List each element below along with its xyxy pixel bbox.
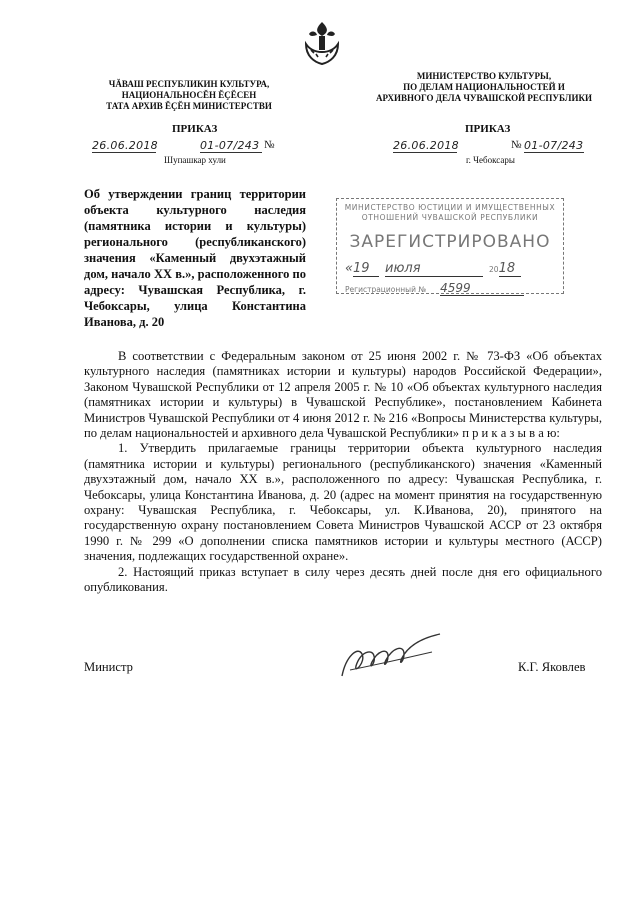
stamp-date-year-prefix: 20 — [489, 265, 499, 274]
stamp-ministry-line: ОТНОШЕНИЙ ЧУВАШСКОЙ РЕСПУБЛИКИ — [361, 213, 539, 222]
order-date-right: 26.06.2018 — [393, 139, 459, 152]
signature-name: К.Г. Яковлев — [518, 660, 586, 674]
order-city-left: Шупашкар хули — [164, 155, 226, 165]
signature-position: Министр — [84, 660, 133, 674]
body-item-2: 2. Настоящий приказ вступает в силу через десять дней после дня его официального опубликования. — [84, 564, 602, 595]
header-left-line: ТАТА АРХИВ ĔҪĔН МИНИСТЕРСТВИ — [106, 101, 272, 111]
stamp-date-quote: « — [345, 261, 354, 276]
header-left-line: ЧĂВАШ РЕСПУБЛИКИН КУЛЬТУРА, — [108, 79, 270, 89]
order-title-left: ПРИКАЗ — [172, 123, 218, 135]
number-sign-left: № — [264, 139, 275, 151]
stamp-ministry-line: МИНИСТЕРСТВО ЮСТИЦИИ И ИМУЩЕСТВЕННЫХ — [344, 203, 556, 212]
stamp-reg-label: Регистрационный № — [345, 285, 427, 294]
header-left-line: НАЦИОНАЛЬНОСĔН ĔҪĔСЕН — [121, 90, 257, 100]
order-city-right: г. Чебоксары — [466, 155, 515, 165]
stamp-reg-number: 4599 — [440, 281, 524, 296]
stamp-date-day: 19 — [353, 261, 379, 277]
order-number-right: 01-07/243 — [524, 139, 584, 152]
stamp-reg-row — [345, 279, 555, 297]
registration-stamp — [336, 198, 564, 294]
body-preamble: В соответствии с Федеральным законом от 25 июня 2002 г. № 73-ФЗ «Об объектах культурного наследия (памятниках истории и культуры) народов Российской Федерации», Законом Чувашской Республики от 12 апреля 2005 г. № 10 «Об объектах культурного наследия (памятниках истории и культуры) в Чувашской Республике», постановлением Кабинета Министров Чувашской Республики от 4 июня 2012 г. № 216 «Вопросы Министерства культуры, по делам национальностей и архивного дела Чувашской Республики» п р и к а з ы в а ю: — [84, 349, 602, 441]
order-title-right: ПРИКАЗ — [465, 123, 511, 135]
body-item-1: 1. Утвердить прилагаемые границы территории объекта культурного наследия (памятника истории и культуры) регионального (республиканского) значения «Каменный двухэтажный дом, начало XX в.», расположенного по адресу: Чувашская Республика, г. Чебоксары, улица Константина Иванова, д. 20 (адрес на момент принятия на государственную охрану: Чувашская Республика, г. Чебоксары, ул. К.Иванова, 20), принятого на государственную охрану постановлением Совета Министров Чувашской АССР от 23 октября 1990 г. № 299 «О дополнении списка памятников истории и культуры местного (АССР) значения, подлежащих государственной охране». — [84, 441, 602, 564]
header-right-line: МИНИСТЕРСТВО КУЛЬТУРЫ, — [416, 71, 552, 81]
order-date-left: 26.06.2018 — [92, 139, 158, 152]
header-right-line: ПО ДЕЛАМ НАЦИОНАЛЬНОСТЕЙ И — [403, 82, 565, 92]
header-left — [84, 79, 294, 112]
handwritten-signature-icon — [336, 626, 446, 686]
header-right — [362, 71, 606, 104]
order-body — [84, 349, 602, 596]
stamp-registered-label: ЗАРЕГИСТРИРОВАНО — [349, 232, 551, 252]
stamp-date-month: июля — [385, 261, 483, 277]
emblem-icon — [302, 20, 342, 66]
number-sign-right: № — [511, 139, 522, 151]
stamp-date-row — [345, 259, 555, 277]
header-right-line: АРХИВНОГО ДЕЛА ЧУВАШСКОЙ РЕСПУБЛИКИ — [376, 93, 592, 103]
order-subject: Об утверждении границ территории объекта культурного наследия (памятника истории и культуры) регионального (республиканского) значения «Каменный двухэтажный дом, начало XX в.», расположенного по адресу: Чувашская Республика, г. Чебоксары, улица Константина Иванова, д. 20 — [84, 187, 306, 329]
order-number-left: 01-07/243 — [200, 139, 262, 153]
stamp-date-year: 18 — [499, 261, 521, 277]
